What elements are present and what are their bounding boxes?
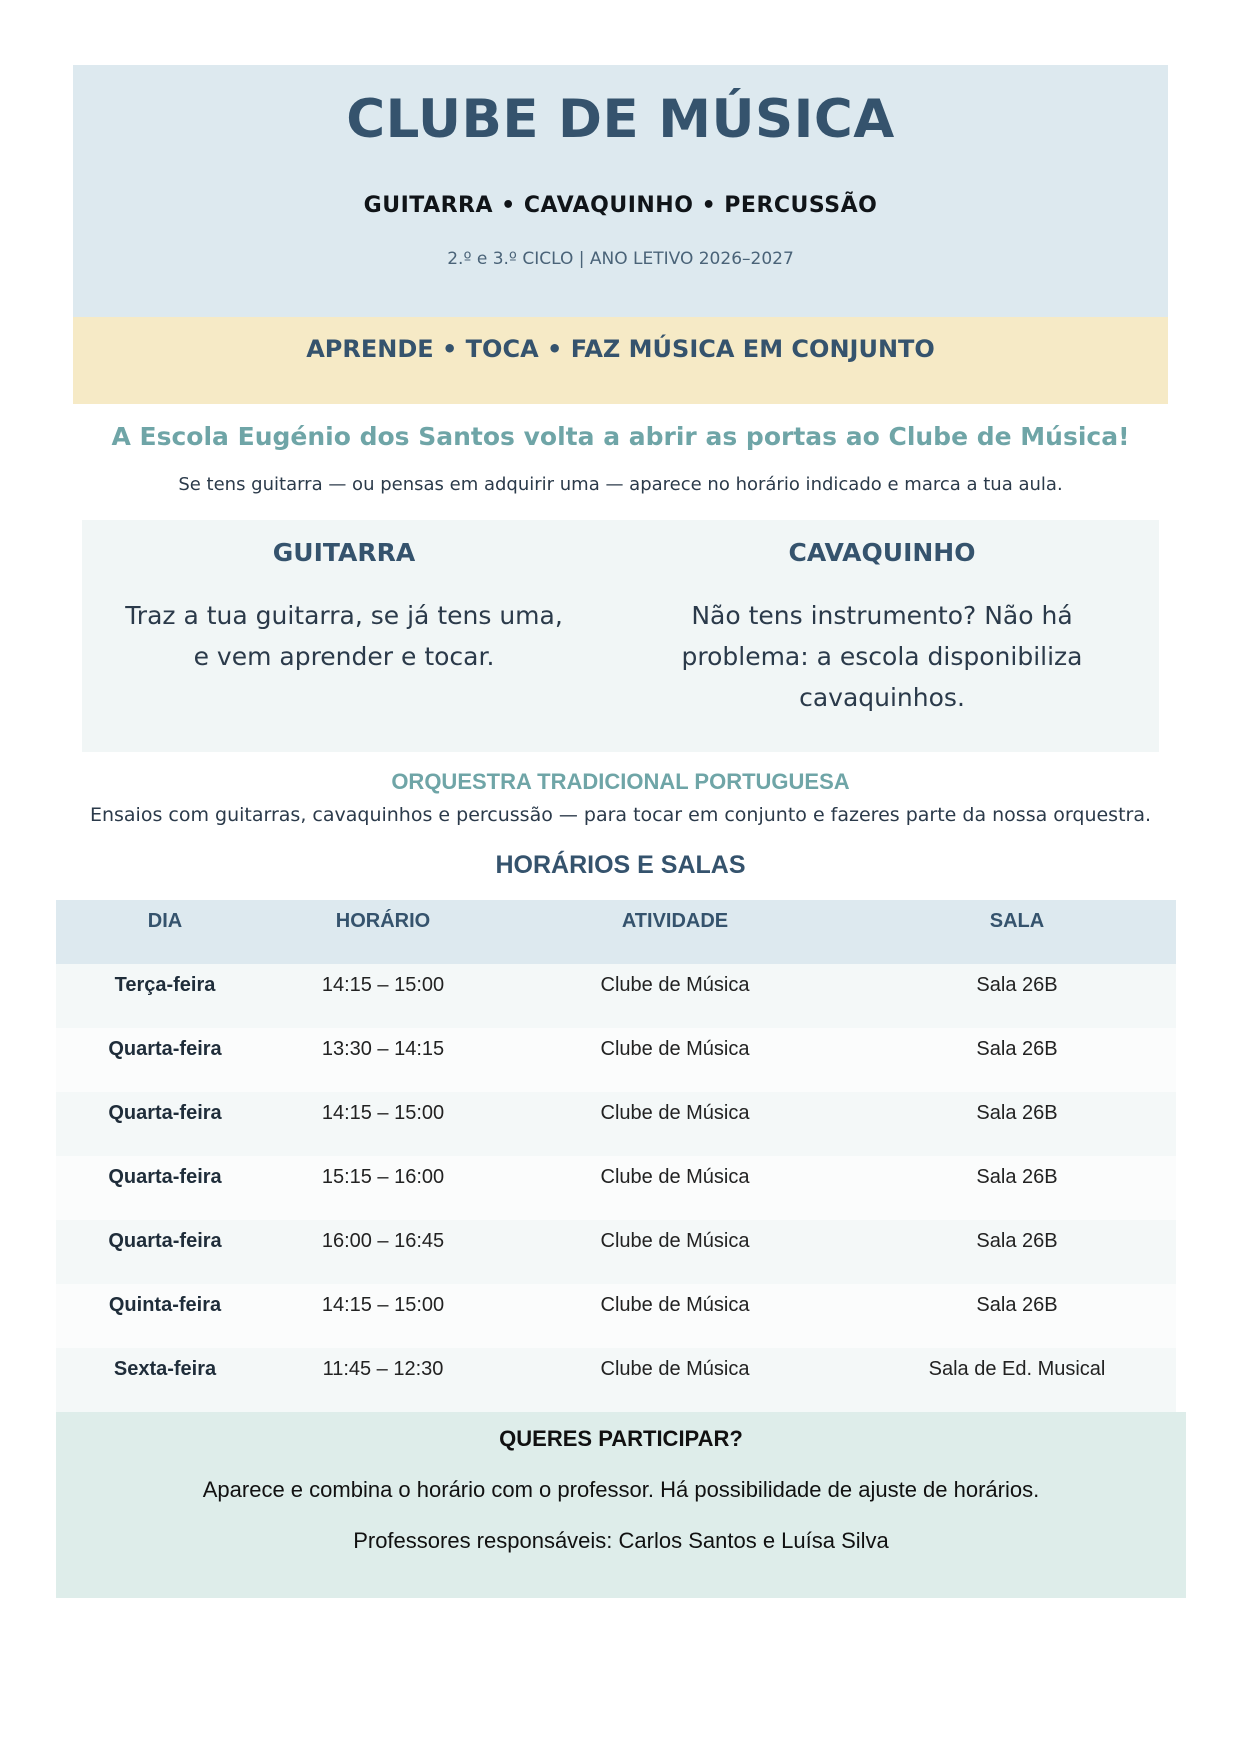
participation-text: Aparece e combina o horário com o professor. Há possibilidade de ajuste de horários. (202, 1477, 1040, 1502)
school-year-line: 2.º e 3.º CICLO | ANO LETIVO 2026–2027 (447, 249, 794, 269)
table-row (56, 1156, 1176, 1220)
page-title: CLUBE DE MÚSICA (346, 89, 895, 150)
cell-day: Quarta-feira (56, 1092, 274, 1156)
table-row (56, 1284, 1176, 1348)
teachers-line: Professores responsáveis: Carlos Santos e Luísa Silva (353, 1528, 889, 1553)
schedule-heading: HORÁRIOS E SALAS (495, 851, 746, 879)
slogan-text: APRENDE • TOCA • FAZ MÚSICA EM CONJUNTO (306, 335, 935, 363)
instrument-name: GUITARRA (272, 538, 416, 567)
intro-text: Se tens guitarra — ou pensas em adquirir uma — aparece no horário indicado e marca a tua aula. (178, 474, 1063, 495)
cell-day: Quinta-feira (56, 1284, 274, 1348)
cell-activity: Clube de Música (492, 1348, 858, 1412)
schedule-table (56, 900, 1176, 1412)
table-header-row (56, 900, 1176, 964)
cell-room: Sala 26B (858, 1028, 1176, 1092)
cell-activity: Clube de Música (492, 1220, 858, 1284)
instrument-card-cavaquinho (662, 520, 1102, 718)
slogan-banner (73, 317, 1168, 404)
instrument-description: Não tens instrumento? Não há problema: a escola disponibiliza cavaquinhos. (681, 601, 1083, 712)
instrument-name: CAVAQUINHO (788, 538, 976, 567)
cell-activity: Clube de Música (492, 1028, 858, 1092)
cell-time: 13:30 – 14:15 (274, 1028, 492, 1092)
cell-time: 14:15 – 15:00 (274, 1092, 492, 1156)
cell-time: 11:45 – 12:30 (274, 1348, 492, 1412)
cell-day: Quarta-feira (56, 1028, 274, 1092)
orchestra-heading: ORQUESTRA TRADICIONAL PORTUGUESA (391, 769, 850, 794)
orchestra-text: Ensaios com guitarras, cavaquinhos e percussão — para tocar em conjunto e fazeres parte da nossa orquestra. (89, 804, 1152, 826)
cell-time: 14:15 – 15:00 (274, 964, 492, 1028)
instruments-subtitle: GUITARRA • CAVAQUINHO • PERCUSSÃO (363, 193, 878, 218)
cell-time: 14:15 – 15:00 (274, 1284, 492, 1348)
instrument-card-guitarra (124, 520, 564, 677)
cell-room: Sala de Ed. Musical (858, 1348, 1176, 1412)
table-row (56, 1348, 1176, 1412)
cell-room: Sala 26B (858, 1220, 1176, 1284)
cell-day: Quarta-feira (56, 1220, 274, 1284)
column-header-time: HORÁRIO (274, 900, 492, 964)
cell-day: Terça-feira (56, 964, 274, 1028)
cell-day: Quarta-feira (56, 1156, 274, 1220)
table-row (56, 1220, 1176, 1284)
header-panel (73, 65, 1168, 317)
participation-panel (56, 1412, 1186, 1598)
column-header-day: DIA (56, 900, 274, 964)
instrument-description: Traz a tua guitarra, se já tens uma, e vem aprender e tocar. (125, 601, 563, 671)
cell-room: Sala 26B (858, 1092, 1176, 1156)
cell-activity: Clube de Música (492, 1156, 858, 1220)
instruments-panel (82, 520, 1159, 752)
table-row (56, 964, 1176, 1028)
intro-heading: A Escola Eugénio dos Santos volta a abrir as portas ao Clube de Música! (111, 422, 1130, 451)
participation-title: QUERES PARTICIPAR? (499, 1426, 743, 1451)
table-row (56, 1028, 1176, 1092)
cell-activity: Clube de Música (492, 964, 858, 1028)
cell-time: 16:00 – 16:45 (274, 1220, 492, 1284)
column-header-activity: ATIVIDADE (492, 900, 858, 964)
cell-time: 15:15 – 16:00 (274, 1156, 492, 1220)
table-row (56, 1092, 1176, 1156)
cell-activity: Clube de Música (492, 1092, 858, 1156)
cell-room: Sala 26B (858, 1284, 1176, 1348)
cell-room: Sala 26B (858, 964, 1176, 1028)
cell-activity: Clube de Música (492, 1284, 858, 1348)
column-header-room: SALA (858, 900, 1176, 964)
cell-day: Sexta-feira (56, 1348, 274, 1412)
cell-room: Sala 26B (858, 1156, 1176, 1220)
